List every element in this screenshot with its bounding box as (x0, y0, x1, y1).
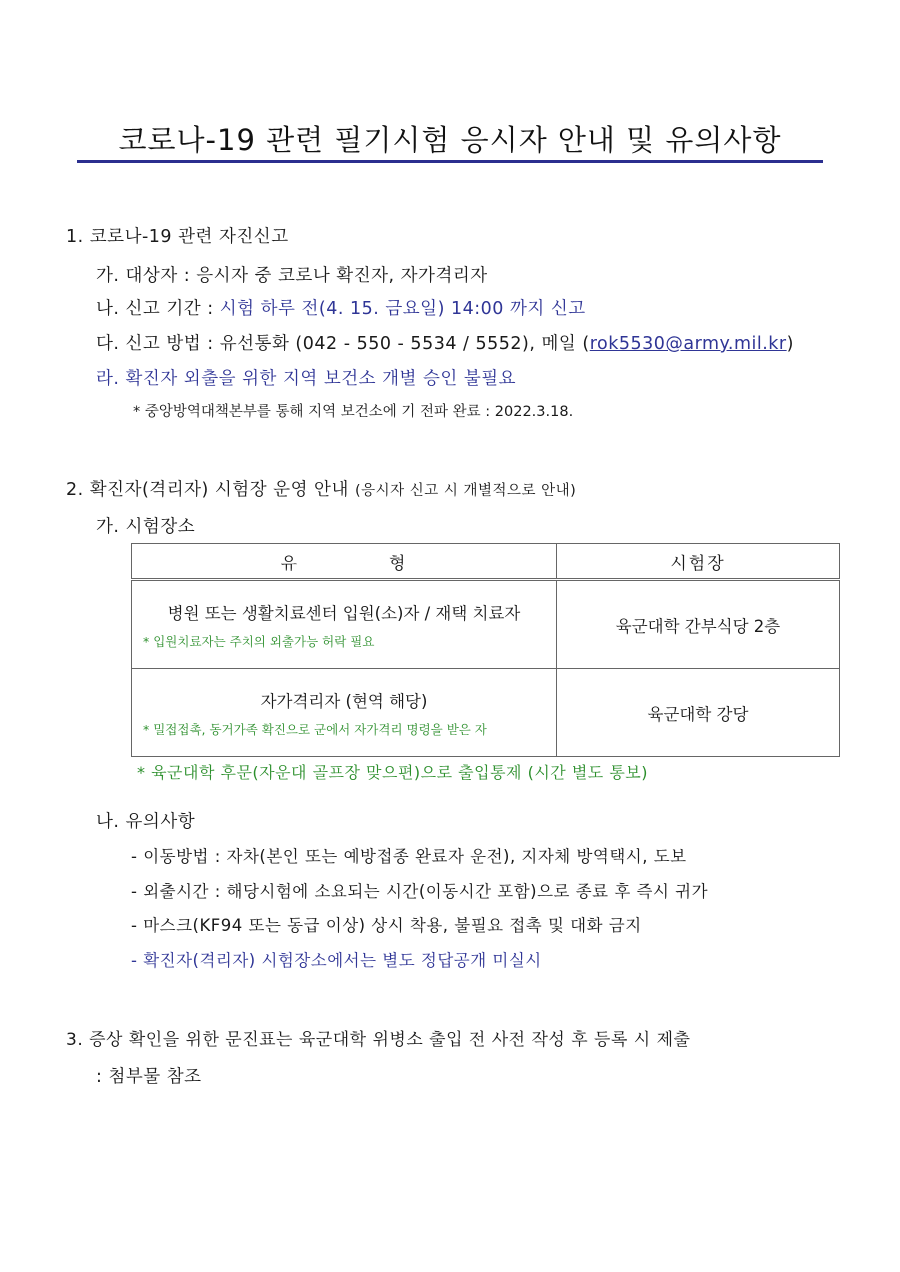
section1-method: 다. 신고 방법 : 유선통화 (042 - 550 - 5534 / 5552), 메일 (rok5530@army.mil.kr) (96, 334, 794, 354)
table-row (132, 580, 840, 669)
table-cell-type: 병원 또는 생활치료센터 입원(소)자 / 재택 치료자 * 입원치료자는 주치의 외출가능 허락 필요 (132, 580, 557, 669)
table-header-row (132, 544, 840, 580)
table-header-type: 유 형 (132, 544, 557, 580)
venue-table (131, 543, 840, 757)
section1-approval: 라. 확진자 외출을 위한 지역 보건소 개별 승인 불필요 (96, 369, 517, 389)
section2-sub-a: 가. 시험장소 (96, 517, 196, 537)
caution-item: - 이동방법 : 자차(본인 또는 예방접종 완료자 운전), 지자체 방역택시, 도보 (131, 847, 687, 866)
section2-heading-note: (응시자 신고 시 개별적으로 안내) (354, 483, 577, 499)
method-mail-label: 메일 (541, 334, 577, 354)
table-note: * 육군대학 후문(자운대 골프장 맞으편)으로 출입통제 (시간 별도 통보) (137, 763, 648, 782)
section1-heading: 1. 코로나-19 관련 자진신고 (66, 227, 289, 247)
section3-sub: : 첨부물 참조 (96, 1067, 202, 1087)
table-cell-venue: 육군대학 강당 (557, 669, 840, 757)
period-value: 시험 하루 전(4. 15. 금요일) 14:00 까지 신고 (219, 299, 586, 319)
section1-approval-note: * 중앙방역대책본부를 통해 지역 보건소에 기 전파 완료 : 2022.3.18. (133, 404, 574, 420)
caution-item: - 외출시간 : 해당시험에 소요되는 시간(이동시간 포함)으로 종료 후 즉시 귀가 (131, 882, 709, 901)
page-title: 코로나-19 관련 필기시험 응시자 안내 및 유의사항 (118, 123, 782, 157)
caution-item: - 마스크(KF94 또는 동급 이상) 상시 착용, 불필요 접촉 및 대화 금지 (131, 916, 642, 935)
title-underline (77, 160, 823, 163)
table-cell-venue: 육군대학 간부식당 2층 (557, 580, 840, 669)
section2-sub-b: 나. 유의사항 (96, 812, 196, 832)
section1-period (96, 295, 586, 320)
section2-heading-text: 2. 확진자(격리자) 시험장 운영 안내 (66, 480, 349, 500)
method-label: 다. 신고 방법 : 유선통화 (042 - 550 - 5534 / 5552), (96, 334, 542, 354)
section1-target: 가. 대상자 : 응시자 중 코로나 확진자, 자가격리자 (96, 266, 488, 286)
section2-heading (66, 476, 576, 501)
table-header-venue: 시험장 (557, 544, 840, 580)
email-link[interactable]: rok5530@army.mil.kr (589, 334, 787, 354)
section3-heading: 3. 증상 확인을 위한 문진표는 육군대학 위병소 출입 전 사전 작성 후 등록 시 제출 (66, 1030, 691, 1050)
period-label: 나. 신고 기간 : (96, 299, 220, 319)
table-cell-type: 자가격리자 (현역 해당) * 밀접접촉, 동거가족 확진으로 군에서 자가격리 명령을 받은 자 (132, 669, 557, 757)
caution-item-blue: - 확진자(격리자) 시험장소에서는 별도 정답공개 미실시 (131, 951, 542, 970)
table-row (132, 669, 840, 757)
